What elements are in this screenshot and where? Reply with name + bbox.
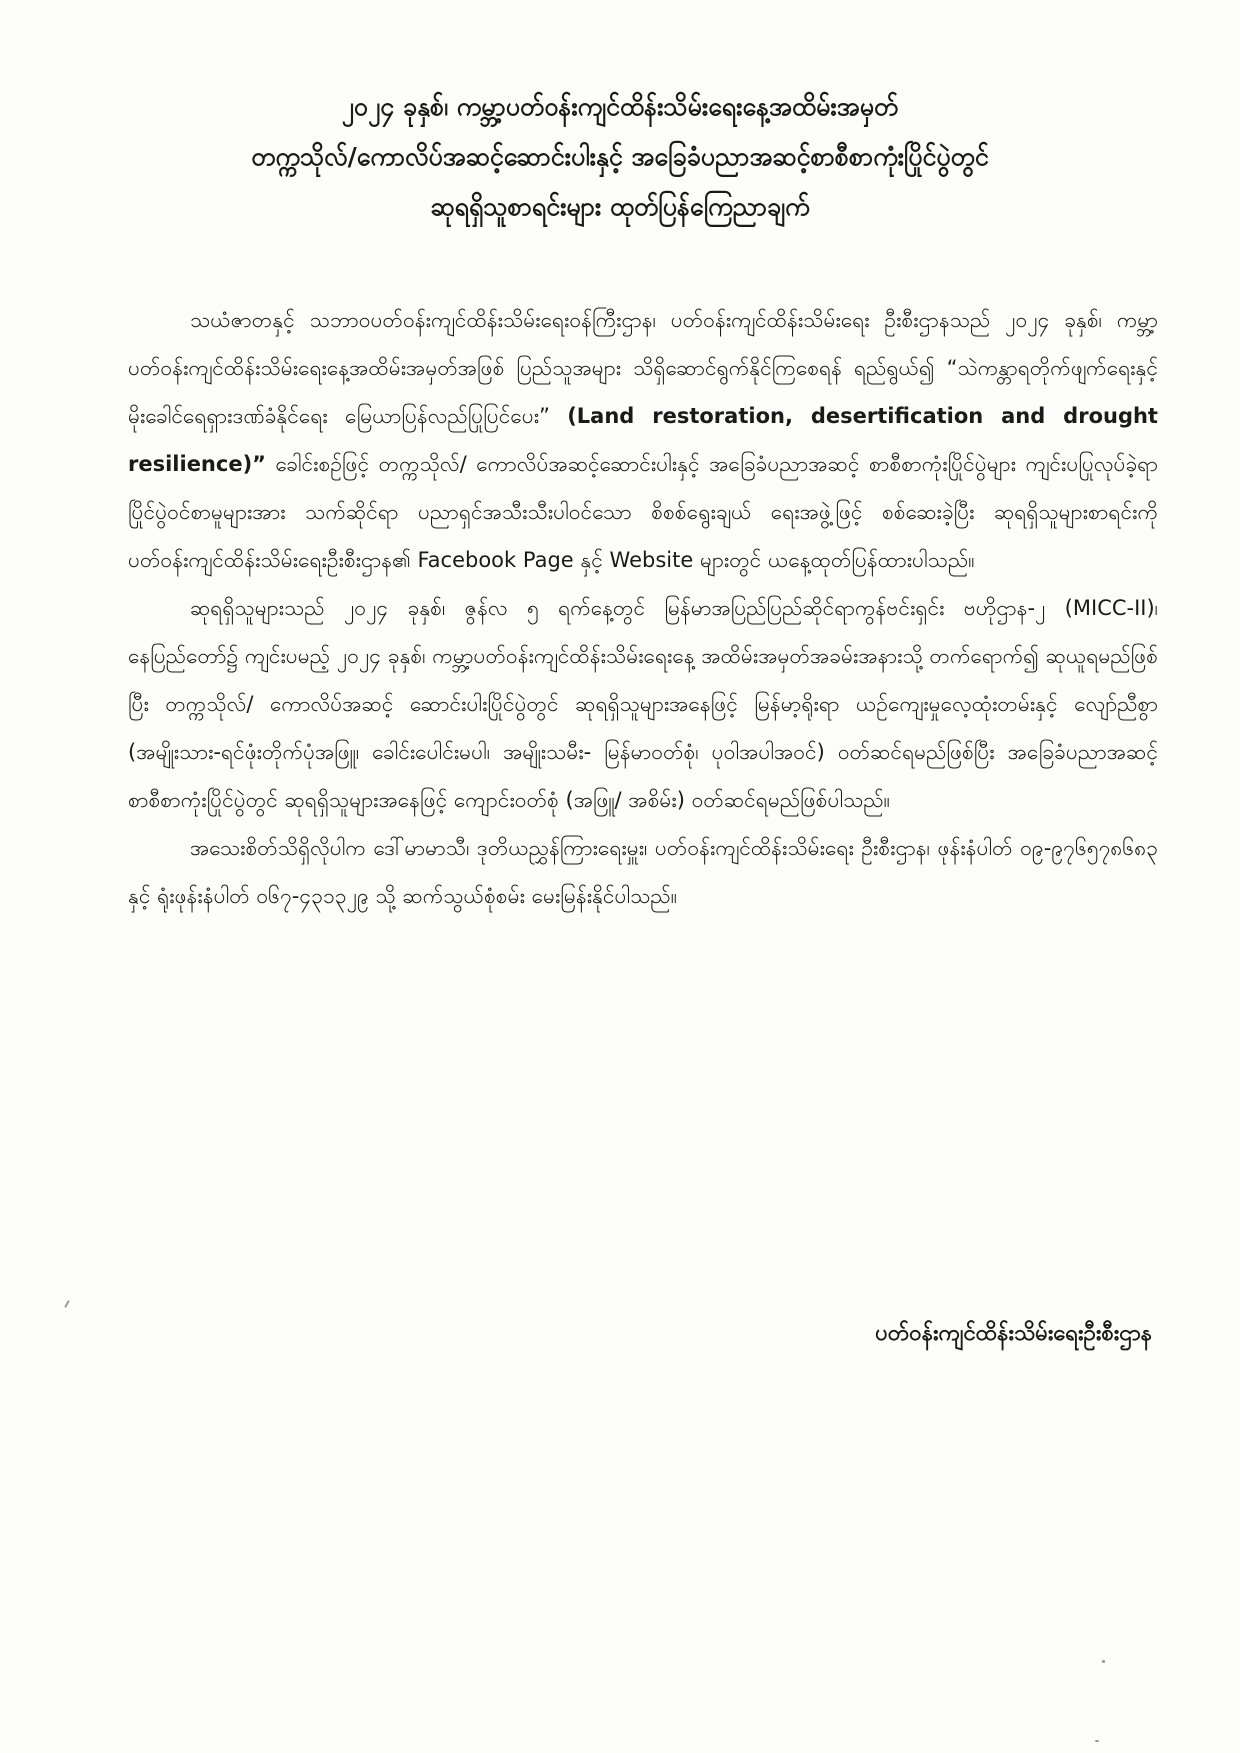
- title-line-2: တက္ကသိုလ်/ကောလိပ်အဆင့်ဆောင်းပါးနှင့် အခြေခံပညာအဆင့်စာစီစာကုံးပြိုင်ပွဲတွင်: [251, 142, 989, 171]
- paragraph-ceremony: ဆုရရှိသူများသည် ၂၀၂၄ ခုနှစ်၊ ဇွန်လ ၅ ရက်နေ့တွင် မြန်မာအပြည်ပြည်ဆိုင်ရာကွန်ဗင်းရှင်း ဗဟိုဌာန-၂ (MICC-II)၊ နေပြည်တော်၌ ကျင်းပမည့် ၂၀၂၄ ခုနှစ်၊ ကမ္ဘာ့ပတ်ဝန်းကျင်ထိန်းသိမ်းရေးနေ့ အထိမ်းအမှတ်အခမ်းအနားသို့ တက်ရောက်၍ ဆုယူရမည်ဖြစ်ပြီး တက္ကသိုလ်/ ကောလိပ်အဆင့် ဆောင်းပါးပြိုင်ပွဲတွင် ဆုရရှိသူများအနေဖြင့် မြန်မာ့ရိုးရာ ယဉ်ကျေးမှုလေ့ထုံးတမ်းနှင့် လျော်ညီစွာ (အမျိုးသား-ရင်ဖုံးတိုက်ပုံအဖြူ၊ ခေါင်းပေါင်းမပါ၊ အမျိုးသမီး- မြန်မာဝတ်စုံ၊ ပုဝါအပါအဝင်) ဝတ်ဆင်ရမည်ဖြစ်ပြီး အခြေခံပညာအဆင့်စာစီစာကုံးပြိုင်ပွဲတွင် ဆုရရှိသူများအနေဖြင့် ကျောင်းဝတ်စုံ (အဖြူ/ အစိမ်း) ဝတ်ဆင်ရမည်ဖြစ်ပါသည်။: [128, 596, 1158, 812]
- document-body: [128, 296, 1158, 920]
- title-line-1: ၂၀၂၄ ခုနှစ်၊ ကမ္ဘာ့ပတ်ဝန်းကျင်ထိန်းသိမ်းရေးနေ့အထိမ်းအမှတ်: [341, 92, 899, 121]
- signature-department: ပတ်ဝန်းကျင်ထိန်းသိမ်းရေးဦးစီးဌာန: [875, 1321, 1152, 1346]
- paragraph-contact: အသေးစိတ်သိရှိလိုပါက ဒေါ်မာမာသီ၊ ဒုတိယညွှန်ကြားရေးမှူး၊ ပတ်ဝန်းကျင်ထိန်းသိမ်းရေး ဦးစီးဌာန၊ ဖုန်းနံပါတ် ၀၉-၉၇၆၅၇၈၆၈၃ နှင့် ရုံးဖုန်းနံပါတ် ၀၆၇-၄၃၁၃၂၉ သို့ ဆက်သွယ်စုံစမ်း မေးမြန်းနိုင်ပါသည်။: [128, 836, 1158, 908]
- paragraph-1-text-a: သယံဇာတနှင့် သဘာဝပတ်ဝန်းကျင်ထိန်းသိမ်းရေးဝန်ကြီးဌာန၊ ပတ်ဝန်းကျင်ထိန်းသိမ်းရေး ဦးစီးဌာနသည် ၂၀၂၄ ခုနှစ်၊ ကမ္ဘာ့ပတ်ဝန်းကျင်ထိန်းသိမ်းရေးနေ့အထိမ်းအမှတ်အဖြစ် ပြည်သူအများ သိရှိဆောင်ရွက်နိုင်ကြစေရန် ရည်ရွယ်၍ “သဲကန္တာရတိုက်ဖျက်ရေးနှင့် မိုးခေါင်ရေရှားဒဏ်ခံနိုင်ရေး မြေယာပြန်လည်ပြုပြင်ပေး”: [128, 308, 1158, 428]
- paragraph-announcement: [128, 296, 1158, 584]
- scan-speck: [1095, 1740, 1099, 1742]
- scan-speck: [64, 1300, 70, 1308]
- document-title: [120, 82, 1120, 232]
- title-line-3: ဆုရရှိသူစာရင်းများ ထုတ်ပြန်ကြေညာချက်: [430, 192, 810, 221]
- paragraph-1-text-b: ခေါင်းစဉ်ဖြင့် တက္ကသိုလ်/ ကောလိပ်အဆင့်ဆောင်းပါးနှင့် အခြေခံပညာအဆင့် စာစီစာကုံးပြိုင်ပွဲများ ကျင်းပပြုလုပ်ခဲ့ရာ ပြိုင်ပွဲဝင်စာမူများအား သက်ဆိုင်ရာ ပညာရှင်အသီးသီးပါဝင်သော စိစစ်ရွေးချယ် ရေးအဖွဲ့ဖြင့် စစ်ဆေးခဲ့ပြီး ဆုရရှိသူများစာရင်းကို ပတ်ဝန်းကျင်ထိန်းသိမ်းရေးဦးစီးဌာန၏ Facebook Page နှင့် Website များတွင် ယနေ့ထုတ်ပြန်ထားပါသည်။: [128, 452, 1159, 572]
- paragraph-1-english-theme: (Land restoration, desertification and drought resilience)”: [128, 404, 1158, 476]
- scan-speck: [1102, 1660, 1105, 1663]
